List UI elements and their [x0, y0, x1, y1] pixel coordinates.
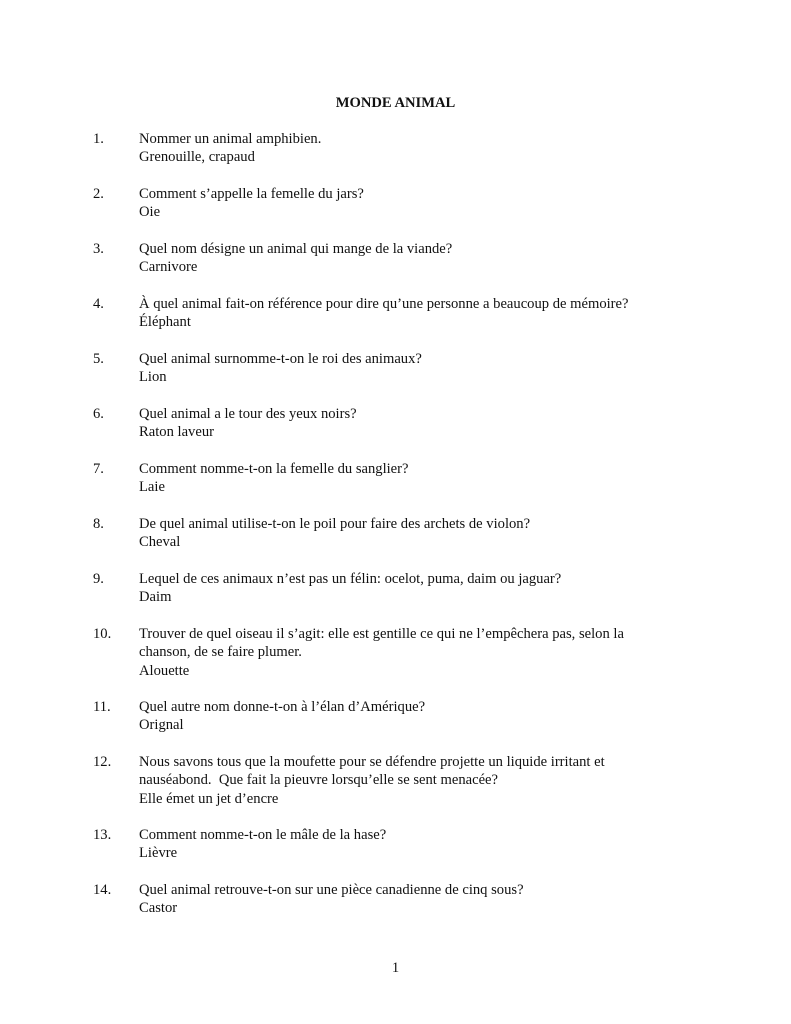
- page-title: MONDE ANIMAL: [335, 95, 456, 111]
- item-answer: Cheval: [139, 534, 181, 551]
- item-answer: Raton laveur: [139, 424, 214, 441]
- item-number: 2.: [93, 186, 104, 202]
- item-number: 12.: [93, 754, 112, 770]
- item-question: Quel animal a le tour des yeux noirs?: [139, 406, 357, 422]
- item-question: À quel animal fait-on référence pour dire qu’une personne a beaucoup de mémoire?: [139, 296, 629, 312]
- item-number: 8.: [93, 516, 104, 532]
- item-answer: Lion: [139, 369, 167, 386]
- item-question-line-1: Trouver de quel oiseau il s’agit: elle est gentille ce qui ne l’empêchera pas, selon la: [139, 626, 624, 642]
- item-number: 5.: [93, 351, 104, 367]
- item-question: Comment s’appelle la femelle du jars?: [139, 186, 364, 202]
- item-answer: Elle émet un jet d’encre: [139, 790, 279, 807]
- item-answer: Carnivore: [139, 259, 198, 276]
- item-question-line-2: nauséabond. Que fait la pieuvre lorsqu’elle se sent menacée?: [139, 772, 499, 789]
- item-answer: Orignal: [139, 717, 184, 734]
- item-question: Quel animal surnomme-t-on le roi des animaux?: [139, 351, 422, 367]
- item-question: Nommer un animal amphibien.: [139, 131, 322, 147]
- item-answer: Grenouille, crapaud: [139, 149, 255, 166]
- item-answer: Éléphant: [139, 314, 191, 331]
- item-answer: Daim: [139, 589, 172, 606]
- item-number: 9.: [93, 571, 104, 587]
- item-answer: Lièvre: [139, 845, 178, 862]
- item-question-line-2: chanson, de se faire plumer.: [139, 644, 302, 661]
- page-number: 1: [391, 960, 400, 976]
- item-number: 11.: [93, 699, 111, 715]
- item-question: Quel nom désigne un animal qui mange de la viande?: [139, 241, 453, 257]
- item-number: 1.: [93, 131, 104, 147]
- item-answer: Laie: [139, 479, 165, 496]
- item-question: Comment nomme-t-on le mâle de la hase?: [139, 827, 387, 843]
- item-number: 14.: [93, 882, 112, 898]
- item-question: Comment nomme-t-on la femelle du sanglier?: [139, 461, 409, 477]
- item-number: 4.: [93, 296, 104, 312]
- item-question-line-1: Nous savons tous que la moufette pour se défendre projette un liquide irritant et: [139, 754, 605, 770]
- item-question: Quel autre nom donne-t-on à l’élan d’Amérique?: [139, 699, 426, 715]
- item-question: Lequel de ces animaux n’est pas un félin: ocelot, puma, daim ou jaguar?: [139, 571, 562, 587]
- item-number: 6.: [93, 406, 104, 422]
- item-answer: Oie: [139, 204, 161, 221]
- item-question: Quel animal retrouve-t-on sur une pièce canadienne de cinq sous?: [139, 882, 524, 898]
- item-number: 3.: [93, 241, 104, 257]
- item-answer: Castor: [139, 900, 178, 917]
- item-answer: Alouette: [139, 662, 190, 679]
- item-number: 7.: [93, 461, 104, 477]
- item-question: De quel animal utilise-t-on le poil pour faire des archets de violon?: [139, 516, 531, 532]
- item-number: 10.: [93, 626, 112, 642]
- item-number: 13.: [93, 827, 112, 843]
